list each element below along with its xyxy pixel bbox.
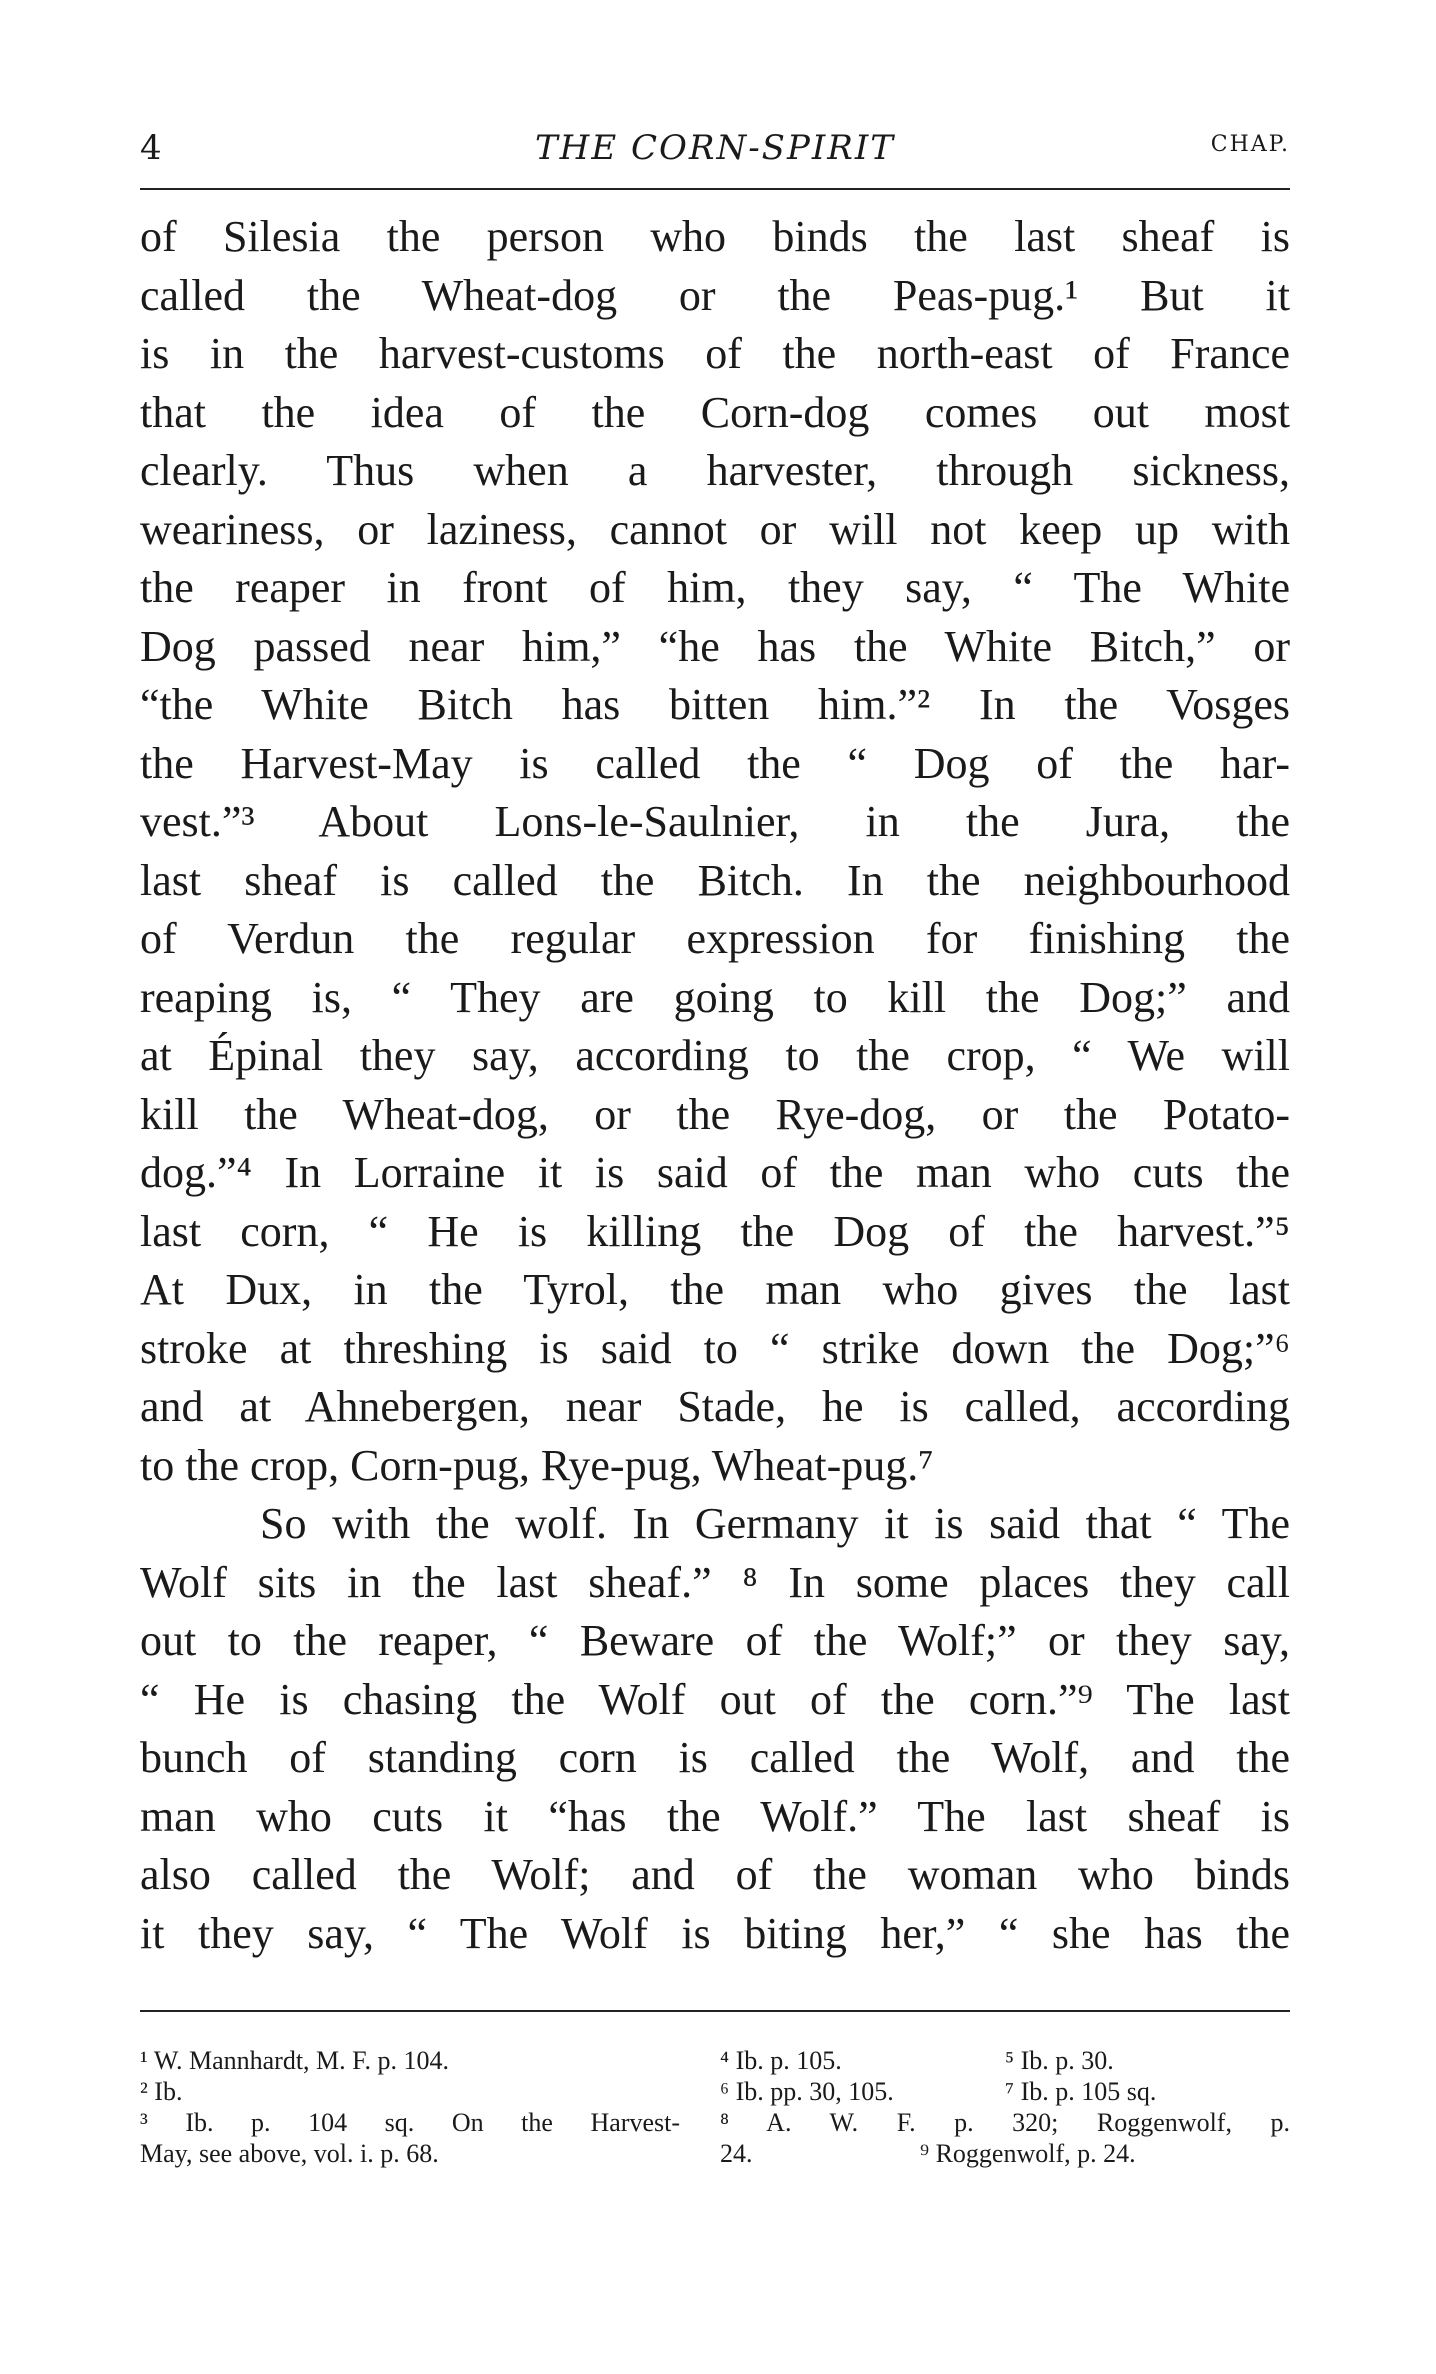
text-line: weariness, or laziness, cannot or will not keep up with [140,504,1290,554]
page-number: 4 [140,128,162,168]
text-line: bunch of standing corn is called the Wolf, and the [140,1733,1290,1782]
text-line: is in the harvest-customs of the north-east of France [140,329,1290,378]
footnote-4: ⁴ Ib. p. 105. [720,2046,842,2075]
chapter-label: CHAP. [1210,132,1290,157]
footnote-rule [140,2010,1290,2012]
text-line: reaping is, “ They are going to kill the Dog;” and [140,972,1290,1022]
footnote-row [720,2138,1290,2169]
running-header [140,128,1290,178]
footnote-9: ⁹ Roggenwolf, p. 24. [920,2139,1136,2168]
text-line: the reaper in front of him, they say, “ The White [140,563,1290,612]
footnote-5: ⁵ Ib. p. 30. [1005,2046,1114,2075]
text-line: of Silesia the person who binds the last sheaf is [140,212,1290,261]
text-line: So with the wolf. In Germany it is said that “ The [260,1499,1290,1548]
text-line: that the idea of the Corn-dog comes out most [140,387,1290,437]
footnotes-right-column [720,2045,1290,2169]
text-line: of Verdun the regular expression for finishing the [140,914,1290,963]
text-line: stroke at threshing is said to “ strike down the Dog;”⁶ [140,1323,1290,1373]
text-line: last corn, “ He is killing the Dog of the harvest.”⁵ [140,1206,1290,1256]
footnote-8: ⁸ A. W. F. p. 320; Roggenwolf, p. [720,2108,1290,2137]
text-line: to the crop, Corn-pug, Rye-pug, Wheat-pug.⁷ [140,1440,934,1490]
header-rule [140,188,1290,190]
footnote-7: ⁷ Ib. p. 105 sq. [1005,2077,1157,2106]
footnote-3-continued: May, see above, vol. i. p. 68. [140,2139,439,2168]
text-line: vest.”³ About Lons-le-Saulnier, in the Jura, the [140,797,1290,846]
footnote-8-continued: 24. [720,2139,753,2168]
text-line: kill the Wheat-dog, or the Rye-dog, or the Potato- [140,1089,1290,1139]
footnotes-left-column [140,2045,680,2169]
text-line: dog.”⁴ In Lorraine it is said of the man who cuts the [140,1148,1290,1197]
text-line: and at Ahnebergen, near Stade, he is called, according [140,1382,1290,1431]
text-line: out to the reaper, “ Beware of the Wolf;” or they say, [140,1616,1290,1665]
footnote-3: ³ Ib. p. 104 sq. On the Harvest- [140,2108,680,2137]
text-line: also called the Wolf; and of the woman who binds [140,1850,1290,1899]
footnote-1: ¹ W. Mannhardt, M. F. p. 104. [140,2046,450,2075]
footnote-row [720,2076,1290,2107]
running-title: THE CORN-SPIRIT [535,128,895,168]
text-line: “the White Bitch has bitten him.”² In the Vosges [140,680,1290,729]
text-line: Wolf sits in the last sheaf.” ⁸ In some places they call [140,1557,1290,1607]
text-line: clearly. Thus when a harvester, through sickness, [140,446,1290,495]
body-text [140,208,1290,1963]
text-line: Dog passed near him,” “he has the White Bitch,” or [140,621,1290,671]
text-line: the Harvest-May is called the “ Dog of the har- [140,738,1290,788]
text-line: man who cuts it “has the Wolf.” The last sheaf is [140,1791,1290,1841]
text-line: at Épinal they say, according to the crop, “ We will [140,1031,1290,1080]
footnote-6: ⁶ Ib. pp. 30, 105. [720,2077,894,2106]
text-line: At Dux, in the Tyrol, the man who gives the last [140,1265,1290,1314]
footnote-2: ² Ib. [140,2077,183,2106]
text-line: it they say, “ The Wolf is biting her,” “ she has the [140,1908,1290,1958]
text-line: last sheaf is called the Bitch. In the neighbourhood [140,855,1290,905]
footnote-row [720,2045,1290,2076]
text-line: “ He is chasing the Wolf out of the corn.”⁹ The last [140,1674,1290,1724]
text-line: called the Wheat-dog or the Peas-pug.¹ But it [140,270,1290,320]
